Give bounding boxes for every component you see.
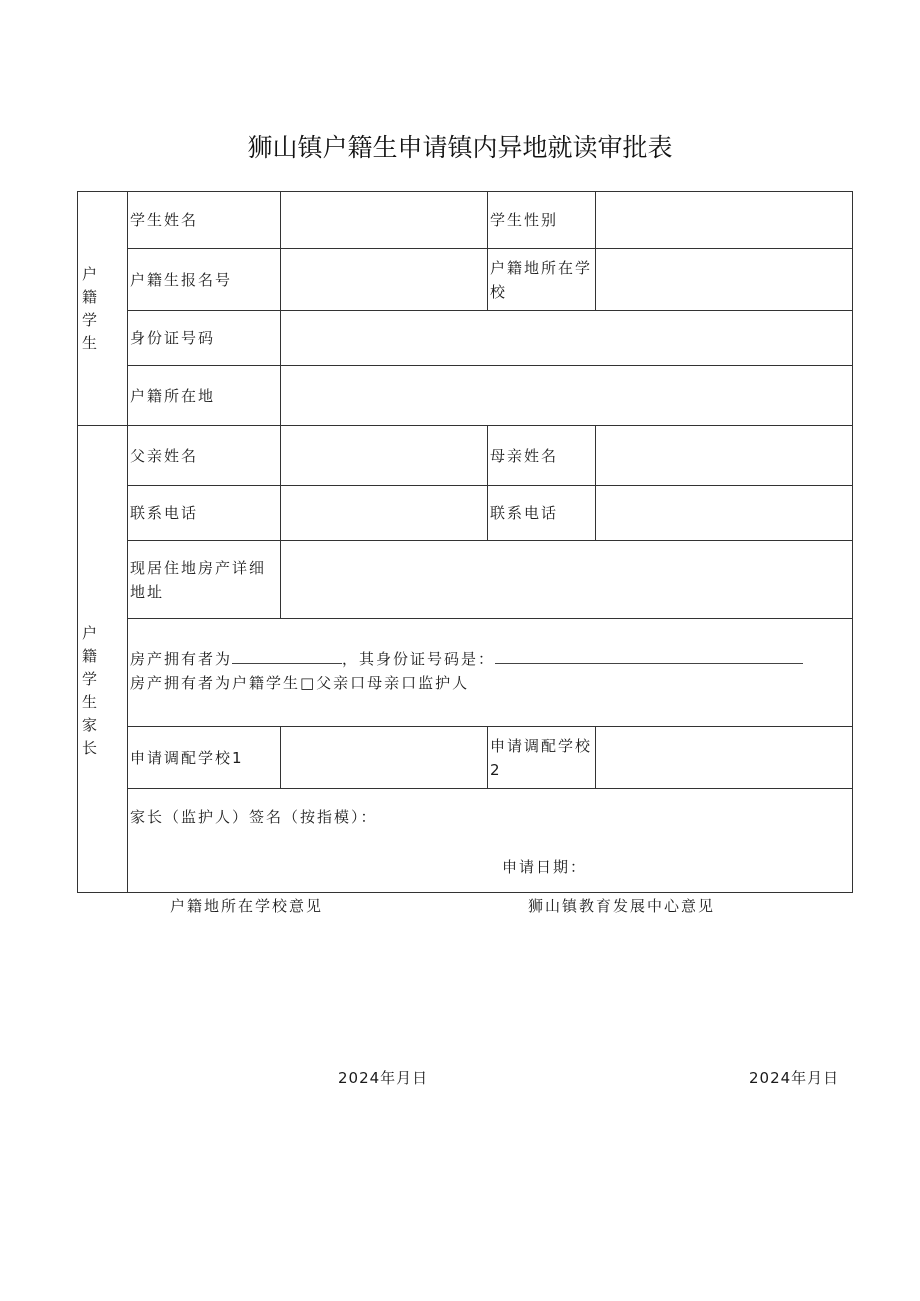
student-name-label: 学生姓名 xyxy=(128,192,281,249)
form-title: 狮山镇户籍生申请镇内异地就读审批表 xyxy=(247,133,673,162)
father-phone-label: 联系电话 xyxy=(128,486,281,541)
owner-prefix: 房产拥有者为 xyxy=(130,650,233,668)
student-section-label: 户籍学生 xyxy=(82,264,104,352)
address-row xyxy=(78,541,853,619)
father-name-field[interactable] xyxy=(281,426,488,486)
student-name-row xyxy=(78,192,853,249)
address-field[interactable] xyxy=(281,541,853,619)
reg-no-field[interactable] xyxy=(281,249,488,311)
hukou-school-label: 户籍地所在学校 xyxy=(488,249,596,311)
owner-mid-text: ，其身份证号码是： xyxy=(342,650,496,668)
hukou-school-field[interactable] xyxy=(596,249,853,311)
signature-cell[interactable] xyxy=(128,789,853,893)
student-reg-row xyxy=(78,249,853,311)
phone-row xyxy=(78,486,853,541)
id-number-field[interactable] xyxy=(281,311,853,366)
signature-label: 家长（监护人）签名（按指模）： xyxy=(130,808,378,826)
school2-field[interactable] xyxy=(596,727,853,789)
school2-label: 申请调配学校2 xyxy=(488,727,596,789)
owner-line-1 xyxy=(130,647,849,671)
id-number-label: 身份证号码 xyxy=(128,311,281,366)
school-opinion-label: 户籍地所在学校意见 xyxy=(170,897,324,915)
student-name-field[interactable] xyxy=(281,192,488,249)
center-opinion-date: 2024年月日 xyxy=(749,1069,840,1087)
mother-name-field[interactable] xyxy=(596,426,853,486)
school1-label: 申请调配学校1 xyxy=(128,727,281,789)
owner-cell xyxy=(128,619,853,727)
apply-date-label: 申请日期： xyxy=(502,858,588,876)
owner-name-blank[interactable] xyxy=(232,648,342,664)
reg-no-label: 户籍生报名号 xyxy=(128,249,281,311)
application-form-table xyxy=(77,191,853,893)
mother-phone-label: 联系电话 xyxy=(488,486,596,541)
owner-line-2: 房产拥有者为户籍学生□父亲口母亲口监护人 xyxy=(130,674,470,692)
school-opinion-date: 2024年月日 xyxy=(338,1069,429,1087)
address-label: 现居住地房产详细地址 xyxy=(128,541,281,619)
father-name-label: 父亲姓名 xyxy=(128,426,281,486)
father-phone-field[interactable] xyxy=(281,486,488,541)
center-opinion-label: 狮山镇教育发展中心意见 xyxy=(528,897,716,915)
owner-row xyxy=(78,619,853,727)
parent-section-label-cell xyxy=(78,426,128,893)
student-id-row xyxy=(78,311,853,366)
signature-row xyxy=(78,789,853,893)
hukou-location-row xyxy=(78,366,853,426)
hukou-location-field[interactable] xyxy=(281,366,853,426)
school1-field[interactable] xyxy=(281,727,488,789)
school-choice-row xyxy=(78,727,853,789)
student-gender-label: 学生性别 xyxy=(488,192,596,249)
hukou-location-label: 户籍所在地 xyxy=(128,366,281,426)
owner-id-blank[interactable] xyxy=(495,648,803,664)
mother-name-label: 母亲姓名 xyxy=(488,426,596,486)
parent-section-label: 户籍学生家长 xyxy=(82,624,104,757)
mother-phone-field[interactable] xyxy=(596,486,853,541)
parent-names-row xyxy=(78,426,853,486)
student-section-label-cell xyxy=(78,192,128,426)
student-gender-field[interactable] xyxy=(596,192,853,249)
